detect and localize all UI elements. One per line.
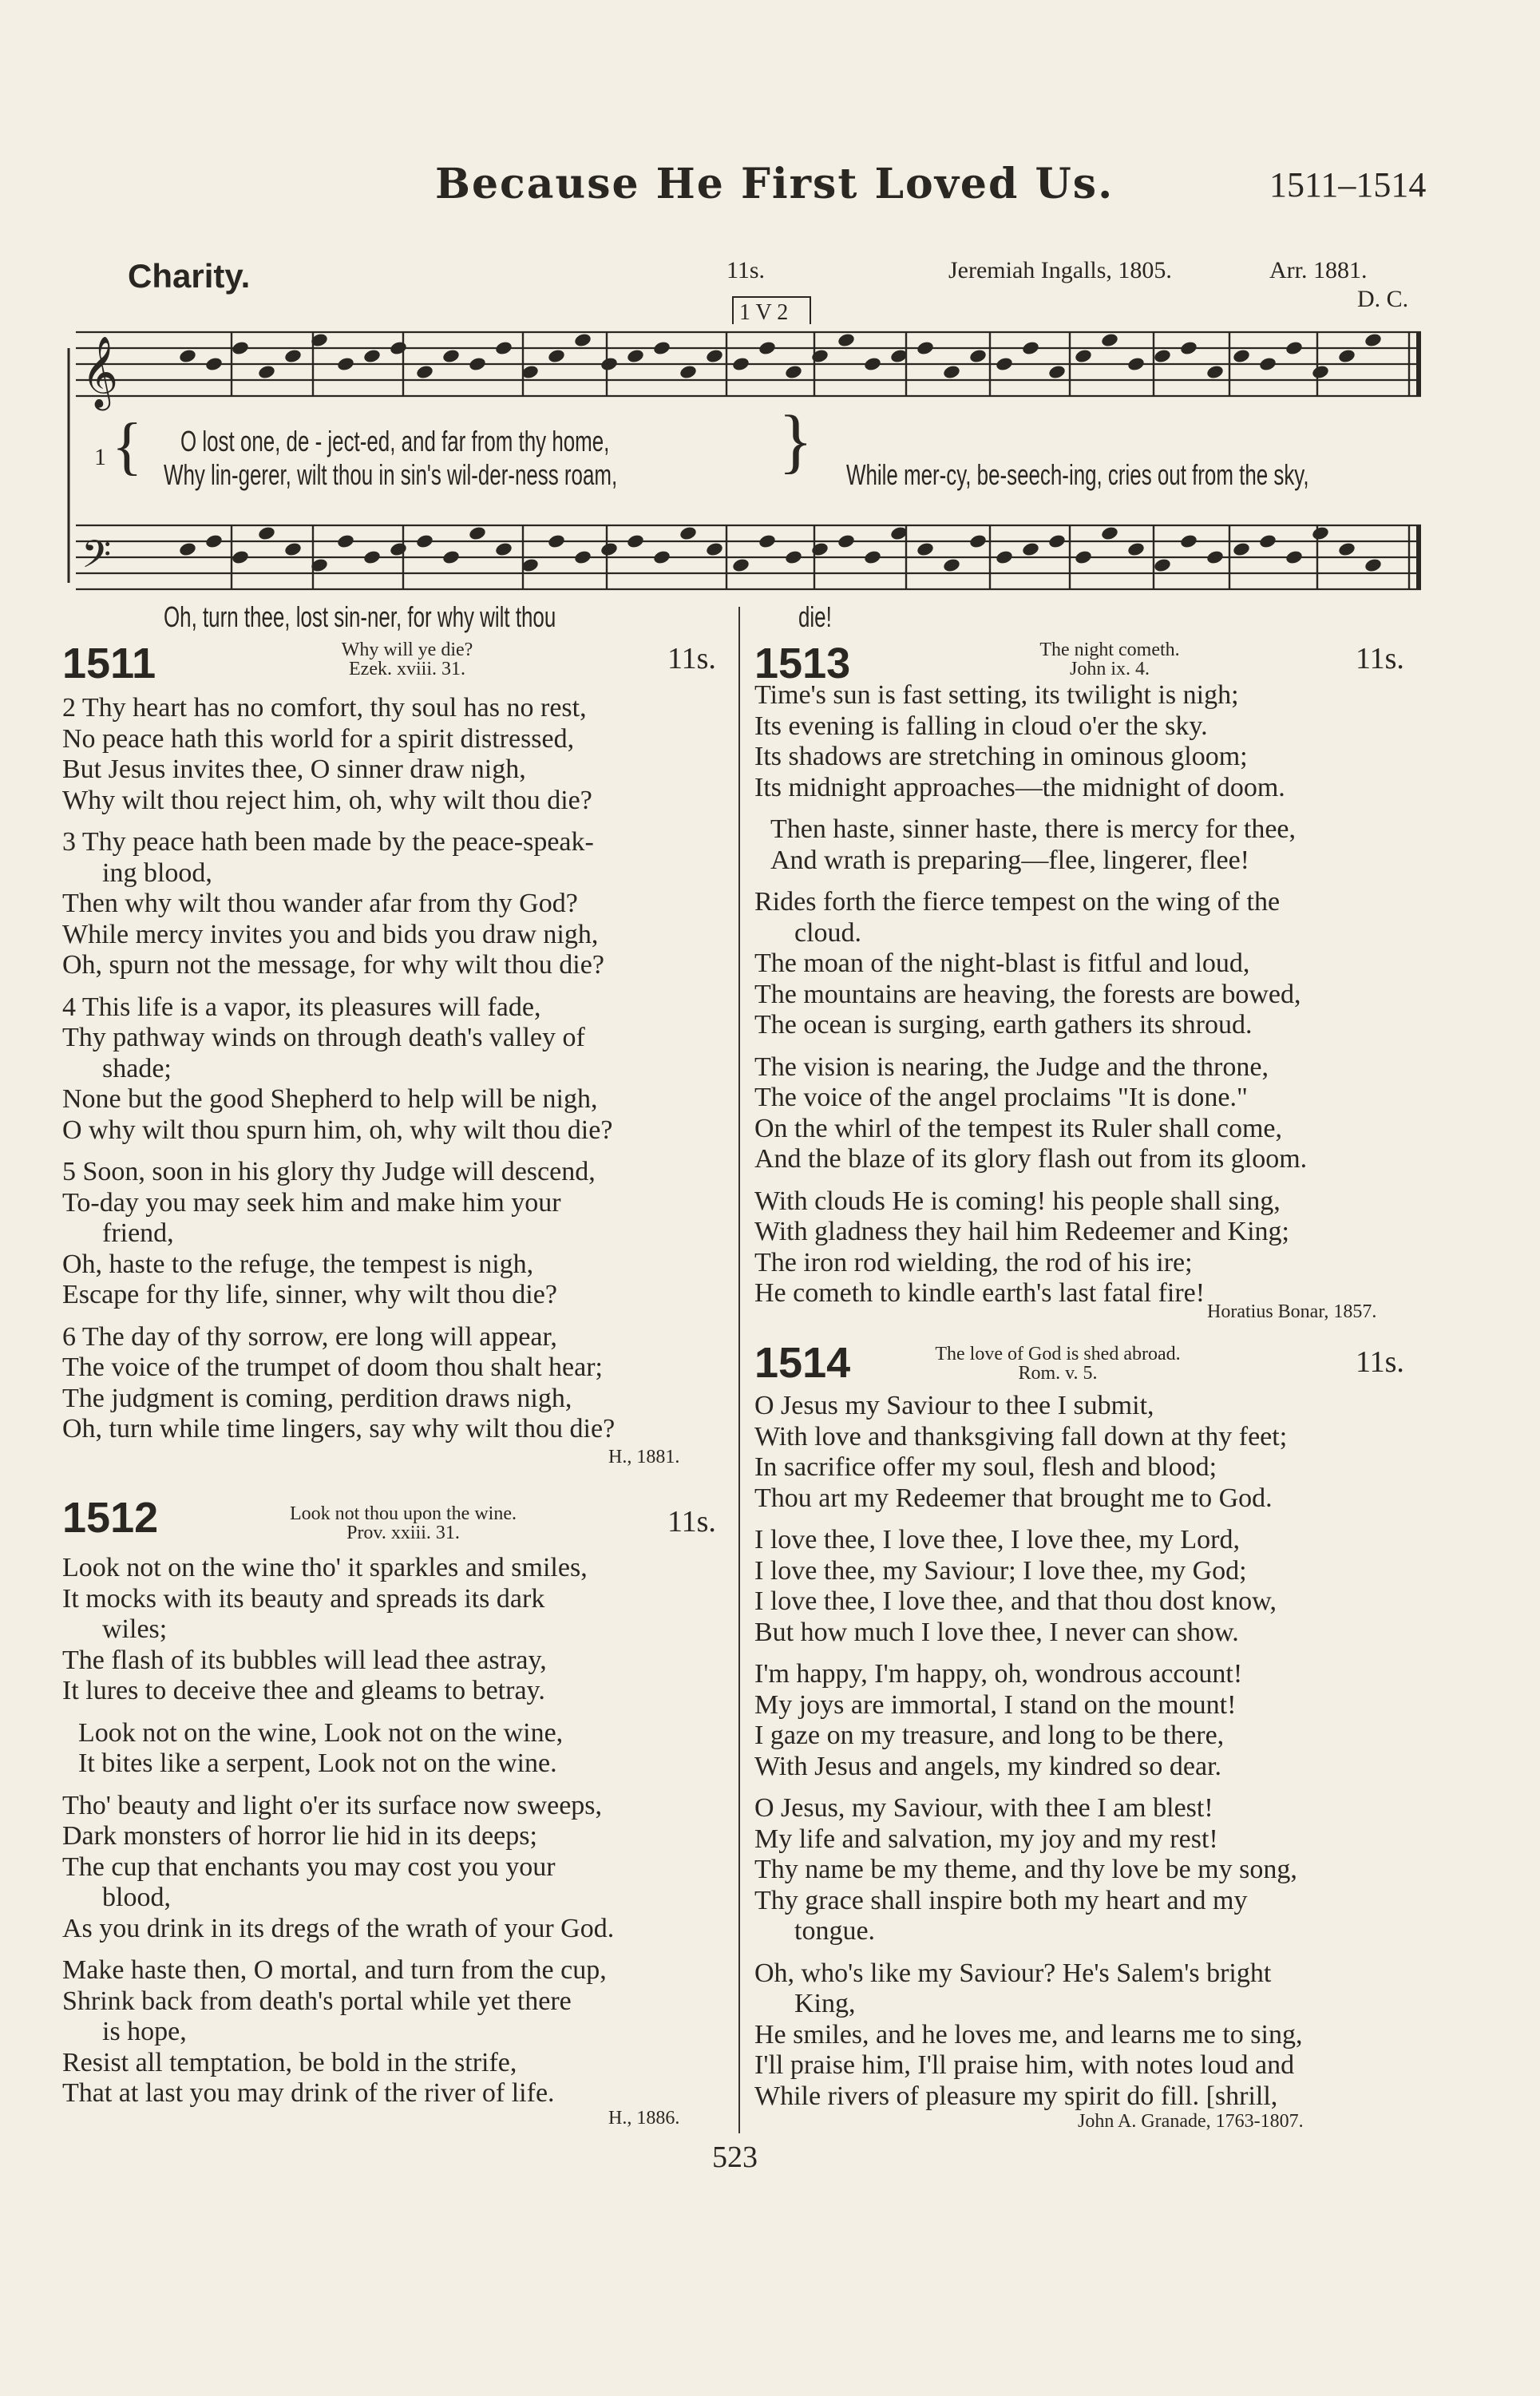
treble-note bbox=[1258, 356, 1277, 372]
treble-note bbox=[1285, 340, 1304, 356]
verse-line: And the blaze of its glory flash out from its gloom. bbox=[754, 1144, 1308, 1174]
hymn-reference: Ezek. xviii. 31. bbox=[349, 659, 465, 679]
tune-composer: Jeremiah Ingalls, 1805. bbox=[948, 257, 1172, 283]
lyric-line-1a: O lost one, de - ject-ed, and far from thy home, bbox=[180, 425, 610, 457]
verse-line: He cometh to kindle earth's last fatal fire! bbox=[754, 1278, 1205, 1308]
verse-line: The ocean is surging, earth gathers its shroud. bbox=[754, 1010, 1253, 1040]
hymn-meter: 11s. bbox=[667, 642, 716, 675]
bass-note bbox=[1179, 533, 1198, 549]
hymn-reference: Rom. v. 5. bbox=[1018, 1363, 1098, 1384]
treble-note bbox=[679, 364, 698, 380]
verse-line: Thy pathway winds on through death's valley of bbox=[62, 1023, 585, 1052]
verse-line: While mercy invites you and bids you draw nigh, bbox=[62, 919, 599, 949]
lyric-line-1b: Why lin-gerer, wilt thou in sin's wil-der-ness roam, bbox=[164, 458, 618, 491]
bass-note bbox=[231, 549, 250, 565]
bass-note bbox=[362, 549, 382, 565]
page-title: Because He First Loved Us. bbox=[435, 160, 1114, 208]
treble-note bbox=[995, 356, 1014, 372]
bass-note bbox=[415, 533, 434, 549]
tune-dc-marking: D. C. bbox=[1357, 286, 1409, 312]
brace-icon: } bbox=[778, 402, 814, 481]
treble-note bbox=[441, 348, 461, 364]
verse-line: Look not on the wine, Look not on the wine, bbox=[78, 1717, 564, 1748]
treble-note bbox=[468, 356, 487, 372]
verse-line: Dark monsters of horror lie hid in its deeps; bbox=[62, 1821, 537, 1851]
verse-line: But how much I love thee, I never can show. bbox=[754, 1617, 1239, 1647]
treble-note bbox=[547, 348, 566, 364]
lyric-line-right: While mer-cy, be-seech-ing, cries out from the sky, bbox=[846, 458, 1309, 491]
verse-line: In sacrifice offer my soul, flesh and blood; bbox=[754, 1452, 1217, 1482]
bass-note bbox=[1364, 557, 1383, 573]
bass-note bbox=[810, 541, 829, 557]
verse-line: Oh, turn while time lingers, say why wilt thou die? bbox=[62, 1414, 616, 1444]
bass-note bbox=[441, 549, 461, 565]
verse-line: The vision is nearing, the Judge and the throne, bbox=[754, 1051, 1269, 1082]
treble-note bbox=[1205, 364, 1225, 380]
treble-note bbox=[758, 340, 777, 356]
treble-note bbox=[1337, 348, 1356, 364]
verse-line: The moan of the night-blast is fitful and loud, bbox=[754, 948, 1250, 978]
final-double-bar bbox=[1409, 332, 1419, 589]
treble-note bbox=[283, 348, 303, 364]
verse-line: With clouds He is coming! his people shall sing, bbox=[754, 1186, 1281, 1216]
treble-note bbox=[362, 348, 382, 364]
lyric-die: die! bbox=[798, 600, 832, 633]
verse-line: Tho' beauty and light o'er its surface now sweeps, bbox=[62, 1790, 603, 1820]
verse-line: With Jesus and angels, my kindred so dear. bbox=[754, 1751, 1222, 1781]
bass-note bbox=[1047, 533, 1067, 549]
treble-note bbox=[1047, 364, 1067, 380]
treble-note bbox=[1311, 364, 1330, 380]
treble-clef-icon: 𝄞 bbox=[81, 336, 119, 408]
verse-line: It lures to deceive thee and gleams to betray. bbox=[62, 1676, 545, 1705]
hymn-1512-text bbox=[62, 1553, 614, 2109]
verse-line: With love and thanksgiving fall down at thy feet; bbox=[754, 1421, 1288, 1451]
verse-line: The mountains are heaving, the forests are bowed, bbox=[754, 979, 1301, 1009]
hymn-meter: 11s. bbox=[667, 1505, 716, 1539]
hymn-reference: Prov. xxiii. 31. bbox=[346, 1523, 460, 1543]
bass-note bbox=[547, 533, 566, 549]
treble-note bbox=[336, 356, 355, 372]
hymn-meter: 11s. bbox=[1356, 1345, 1404, 1379]
verse-line: Then why wilt thou wander afar from thy God? bbox=[62, 889, 578, 918]
treble-note bbox=[1126, 356, 1146, 372]
tune-arrangement: Arr. 1881. bbox=[1269, 257, 1368, 283]
verse-line: The judgment is coming, perdition draws nigh, bbox=[62, 1383, 572, 1413]
verse-line: And wrath is preparing—flee, lingerer, flee! bbox=[770, 845, 1249, 875]
verse-number: 1 bbox=[94, 444, 106, 470]
verse-line: 4 This life is a vapor, its pleasures will fade, bbox=[62, 992, 541, 1022]
verse-line: Its midnight approaches—the midnight of doom. bbox=[754, 772, 1285, 802]
verse-line: Its evening is falling in cloud o'er the sky. bbox=[754, 711, 1208, 741]
verse-line: 6 The day of thy sorrow, ere long will appear, bbox=[62, 1321, 557, 1352]
hymn-attribution: H., 1881. bbox=[608, 1447, 680, 1467]
treble-note bbox=[652, 340, 671, 356]
verse-line: King, bbox=[794, 1989, 856, 2018]
hymn-reference: John ix. 4. bbox=[1069, 659, 1150, 679]
verse-line: Then haste, sinner haste, there is mercy for thee, bbox=[770, 814, 1297, 844]
bass-note bbox=[758, 533, 777, 549]
treble-note bbox=[731, 356, 750, 372]
verse-line: I love thee, my Saviour; I love thee, my God; bbox=[754, 1555, 1247, 1586]
bass-note bbox=[731, 557, 750, 573]
verse-line: blood, bbox=[102, 1883, 171, 1912]
bass-note bbox=[1258, 533, 1277, 549]
treble-note bbox=[494, 340, 513, 356]
verse-line: Escape for thy life, sinner, why wilt thou die? bbox=[62, 1280, 557, 1309]
bass-note bbox=[784, 549, 803, 565]
bass-note bbox=[626, 533, 645, 549]
hymn-1511-text bbox=[62, 693, 615, 1445]
bass-note bbox=[916, 541, 935, 557]
verse-line: On the whirl of the tempest its Ruler shall come, bbox=[754, 1113, 1282, 1143]
treble-note bbox=[204, 356, 224, 372]
treble-note bbox=[178, 348, 197, 364]
verse-line: Rides forth the fierce tempest on the wing of the bbox=[754, 887, 1281, 917]
verse-line: The iron rod wielding, the rod of his ire; bbox=[754, 1247, 1193, 1277]
treble-note bbox=[968, 348, 988, 364]
treble-note bbox=[1100, 332, 1119, 348]
hymn-number: 1511 bbox=[62, 640, 156, 687]
hymn-range: 1511–1514 bbox=[1269, 165, 1427, 204]
verse-line: Oh, spurn not the message, for why wilt thou die? bbox=[62, 950, 604, 980]
treble-note bbox=[1232, 348, 1251, 364]
verse-line: shade; bbox=[102, 1053, 172, 1083]
verse-line: is hope, bbox=[102, 2017, 187, 2046]
verse-line: But Jesus invites thee, O sinner draw nigh, bbox=[62, 754, 526, 784]
bass-note bbox=[1100, 525, 1119, 541]
verse-line: Time's sun is fast setting, its twilight is nigh; bbox=[754, 680, 1239, 710]
verse-line: 5 Soon, soon in his glory thy Judge will descend, bbox=[62, 1157, 596, 1186]
hymn-title bbox=[303, 640, 511, 679]
verse-line: Thy name be my theme, and thy love be my song, bbox=[754, 1855, 1297, 1884]
verse-line: As you drink in its dregs of the wrath of your God. bbox=[62, 1913, 615, 1943]
verse-line: Make haste then, O mortal, and turn from the cup, bbox=[62, 1955, 607, 1985]
verse-line: Its shadows are stretching in ominous gloom; bbox=[754, 742, 1248, 771]
treble-note bbox=[1179, 340, 1198, 356]
treble-staff bbox=[76, 332, 1421, 396]
verse-line: He smiles, and he loves me, and learns me to sing, bbox=[754, 2019, 1303, 2049]
verse-line: Look not on the wine tho' it sparkles and smiles, bbox=[62, 1553, 588, 1582]
treble-note bbox=[1074, 348, 1093, 364]
treble-note bbox=[1364, 332, 1383, 348]
verse-line: My life and salvation, my joy and my rest! bbox=[754, 1824, 1218, 1854]
bass-note bbox=[863, 549, 882, 565]
verse-line: Resist all temptation, be bold in the strife, bbox=[62, 2047, 517, 2077]
bass-note bbox=[494, 541, 513, 557]
verse-line: Why wilt thou reject him, oh, why wilt thou die? bbox=[62, 785, 592, 815]
tune-name: Charity. bbox=[128, 257, 251, 295]
verse-line: With gladness they hail him Redeemer and King; bbox=[754, 1217, 1289, 1246]
lyric-bottom: Oh, turn thee, lost sin-ner, for why wilt thou bbox=[164, 600, 556, 633]
verse-line: That at last you may drink of the river of life. bbox=[62, 2078, 555, 2108]
verse-line: I gaze on my treasure, and long to be there, bbox=[754, 1721, 1225, 1750]
treble-note bbox=[1153, 348, 1172, 364]
bass-note bbox=[1126, 541, 1146, 557]
verse-line: My joys are immortal, I stand on the mount! bbox=[754, 1689, 1237, 1720]
verse-line: Oh, haste to the refuge, the tempest is nigh, bbox=[62, 1249, 534, 1279]
bass-note bbox=[995, 549, 1014, 565]
bass-note bbox=[705, 541, 724, 557]
verse-line: O Jesus my Saviour to thee I submit, bbox=[754, 1391, 1154, 1420]
verse-line: Oh, who's like my Saviour? He's Salem's bright bbox=[754, 1958, 1272, 1988]
page-number: 523 bbox=[712, 2141, 758, 2174]
bass-note bbox=[1074, 549, 1093, 565]
verse-line: While rivers of pleasure my spirit do fill. [shrill, bbox=[754, 2081, 1278, 2111]
verse-line: ing blood, bbox=[102, 857, 212, 888]
verse-line: I love thee, I love thee, I love thee, my Lord, bbox=[754, 1525, 1240, 1554]
bass-note bbox=[942, 557, 961, 573]
hymn-1513-text bbox=[754, 680, 1307, 1309]
verse-line: The flash of its bubbles will lead thee astray, bbox=[62, 1645, 547, 1675]
bass-note bbox=[573, 549, 592, 565]
verse-line: wiles; bbox=[102, 1614, 168, 1644]
volta-label: 1 V 2 bbox=[739, 300, 789, 325]
verse-line: cloud. bbox=[794, 917, 862, 948]
hymn-number: 1513 bbox=[754, 640, 851, 687]
hymn-1514-text bbox=[754, 1391, 1302, 2112]
brace-icon: { bbox=[112, 411, 143, 481]
hymn-title-text: Why will ye die? bbox=[341, 640, 473, 660]
verse-line: friend, bbox=[102, 1218, 174, 1248]
hymn-meter: 11s. bbox=[1356, 642, 1404, 675]
hymn-attribution: H., 1886. bbox=[608, 2108, 680, 2129]
hymn-title-text: The love of God is shed abroad. bbox=[935, 1344, 1181, 1364]
verse-line: It bites like a serpent, Look not on the wine. bbox=[78, 1748, 557, 1778]
music-score bbox=[0, 0, 1540, 639]
hymn-attribution: Horatius Bonar, 1857. bbox=[1207, 1301, 1377, 1322]
hymn-title bbox=[1006, 640, 1213, 679]
verse-line: Thou art my Redeemer that brought me to God. bbox=[754, 1483, 1273, 1513]
hymn-number: 1512 bbox=[62, 1494, 159, 1542]
bass-note bbox=[389, 541, 408, 557]
verse-line: None but the good Shepherd to help will be nigh, bbox=[62, 1084, 598, 1114]
treble-note bbox=[600, 356, 619, 372]
verse-line: The voice of the trumpet of doom thou shalt hear; bbox=[62, 1352, 603, 1382]
bass-note bbox=[837, 533, 856, 549]
verse-line: The cup that enchants you may cost you your bbox=[62, 1851, 556, 1882]
treble-note bbox=[231, 340, 250, 356]
bass-note bbox=[468, 525, 487, 541]
hymn-title bbox=[228, 1504, 579, 1543]
treble-note bbox=[784, 364, 803, 380]
treble-note bbox=[389, 340, 408, 356]
treble-note bbox=[705, 348, 724, 364]
treble-note bbox=[573, 332, 592, 348]
bass-note bbox=[600, 541, 619, 557]
hymn-title-text: Look not thou upon the wine. bbox=[290, 1503, 517, 1524]
tune-meter: 11s. bbox=[726, 257, 766, 283]
verse-line: O why wilt thou spurn him, oh, why wilt thou die? bbox=[62, 1115, 613, 1145]
verse-line: It mocks with its beauty and spreads its dark bbox=[62, 1583, 545, 1614]
treble-note bbox=[415, 364, 434, 380]
bass-note bbox=[1205, 549, 1225, 565]
verse-line: I'll praise him, I'll praise him, with notes loud and bbox=[754, 2050, 1295, 2080]
bass-note bbox=[679, 525, 698, 541]
bass-note bbox=[1311, 525, 1330, 541]
treble-note bbox=[810, 348, 829, 364]
verse-line: 2 Thy heart has no comfort, thy soul has no rest, bbox=[62, 693, 587, 723]
verse-line: tongue. bbox=[794, 1916, 876, 1946]
bass-note bbox=[178, 541, 197, 557]
treble-note bbox=[942, 364, 961, 380]
hymn-title-text: The night cometh. bbox=[1039, 640, 1180, 660]
verse-line: O Jesus, my Saviour, with thee I am blest! bbox=[754, 1793, 1213, 1823]
verse-line: The voice of the angel proclaims "It is done." bbox=[754, 1083, 1248, 1112]
verse-line: To-day you may seek him and make him your bbox=[62, 1187, 561, 1218]
verse-line: Thy grace shall inspire both my heart and my bbox=[754, 1885, 1248, 1915]
column-divider bbox=[738, 607, 740, 2133]
verse-line: Shrink back from death's portal while yet there bbox=[62, 1986, 572, 2016]
bass-note bbox=[1021, 541, 1040, 557]
bass-note bbox=[1153, 557, 1172, 573]
treble-note bbox=[916, 340, 935, 356]
verse-line: I love thee, I love thee, and that thou dost know, bbox=[754, 1586, 1277, 1616]
treble-note bbox=[1021, 340, 1040, 356]
verse-line: 3 Thy peace hath been made by the peace-speak- bbox=[62, 827, 594, 857]
hymn-number: 1514 bbox=[754, 1339, 851, 1387]
treble-note bbox=[837, 332, 856, 348]
treble-note bbox=[257, 364, 276, 380]
bass-note bbox=[283, 541, 303, 557]
bass-clef-icon: 𝄢 bbox=[81, 532, 112, 586]
hymn-title bbox=[898, 1345, 1217, 1383]
bass-note bbox=[1285, 549, 1304, 565]
bass-note bbox=[968, 533, 988, 549]
hymn-attribution: John A. Granade, 1763-1807. bbox=[1078, 2111, 1304, 2132]
verse-line: No peace hath this world for a spirit distressed, bbox=[62, 723, 575, 754]
bass-note bbox=[1232, 541, 1251, 557]
bass-note bbox=[257, 525, 276, 541]
verse-line: I'm happy, I'm happy, oh, wondrous account! bbox=[754, 1659, 1243, 1689]
bass-note bbox=[652, 549, 671, 565]
treble-note bbox=[626, 348, 645, 364]
bass-note bbox=[1337, 541, 1356, 557]
treble-note bbox=[863, 356, 882, 372]
bass-note bbox=[336, 533, 355, 549]
bass-note bbox=[204, 533, 224, 549]
